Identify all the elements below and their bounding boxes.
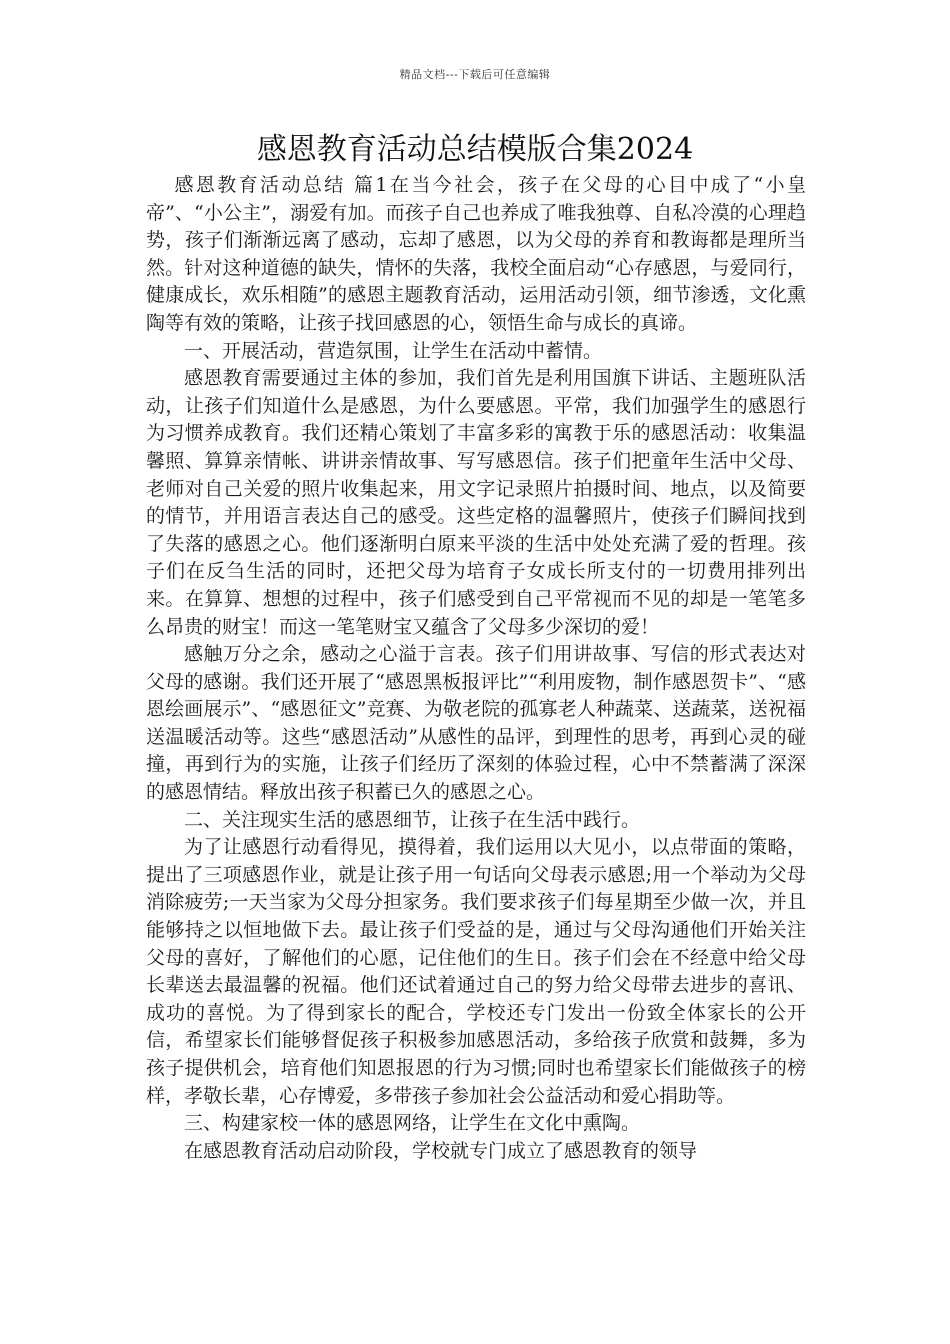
document-body bbox=[146, 172, 806, 1165]
section-heading: 一、开展活动，营造氛围，让学生在活动中蓄情。 bbox=[184, 339, 603, 362]
paragraph: 在感恩教育活动启动阶段，学校就专门成立了感恩教育的领导 bbox=[184, 1139, 698, 1162]
header-note: 精品文档---下载后可任意编辑 bbox=[399, 68, 551, 81]
paragraph: 感恩教育活动总结 篇1在当今社会，孩子在父母的心目中成了“小皇帝”、“小公主”，溺爱有加。而孩子自己也养成了唯我独尊、自私冷漠的心理趋势，孩子们渐渐远离了感动，忘却了感恩，以为父母的养育和教诲都是理所当然。针对这种道德的缺失，情怀的失落，我校全面启动“心存感恩，与爱同行，健康成长，欢乐相随”的感恩主题教育活动，运用活动引领，细节渗透，文化熏陶等有效的策略，让孩子找回感恩的心，领悟生命与成长的真谛。 bbox=[146, 174, 806, 334]
section-heading: 三、构建家校一体的感恩网络，让学生在文化中熏陶。 bbox=[184, 1112, 641, 1135]
paragraph: 感触万分之余，感动之心溢于言表。孩子们用讲故事、写信的形式表达对父母的感谢。我们还开展了“感恩黑板报评比”“利用废物，制作感恩贺卡”、“感恩绘画展示”、“感恩征文”竞赛、为敬老院的孤寡老人种蔬菜、送蔬菜，送祝福送温暖活动等。这些“感恩活动”从感性的品评，到理性的思考，再到心灵的碰撞，再到行为的实施，让孩子们经历了深刻的体验过程，心中不禁蓄满了深深的感恩情结。释放出孩子积蓄已久的感恩之心。 bbox=[146, 643, 806, 804]
section-heading: 二、关注现实生活的感恩细节，让孩子在生活中践行。 bbox=[184, 808, 641, 831]
document-title: 感恩教育活动总结模版合集2024 bbox=[256, 132, 694, 167]
paragraph: 感恩教育需要通过主体的参加，我们首先是利用国旗下讲话、主题班队活动，让孩子们知道什么是感恩，为什么要感恩。平常，我们加强学生的感恩行为习惯养成教育。我们还精心策划了丰富多彩的寓教于乐的感恩活动：收集温馨照、算算亲情帐、讲讲亲情故事、写写感恩信。孩子们把童年生活中父母、老师对自己关爱的照片收集起来，用文字记录照片拍摄时间、地点，以及简要的情节，并用语言表达自己的感受。这些定格的温馨照片，使孩子们瞬间找到了失落的感恩之心。他们逐渐明白原来平淡的生活中处处充满了爱的哲理。孩子们在反刍生活的同时，还把父母为培育子女成长所支付的一切费用排列出来。在算算、想想的过程中，孩子们感受到自己平常视而不见的却是一笔笔多么昂贵的财宝！而这一笔笔财宝又蕴含了父母多少深切的爱！ bbox=[146, 367, 806, 638]
paragraph: 为了让感恩行动看得见，摸得着，我们运用以大见小，以点带面的策略，提出了三项感恩作业，就是让孩子用一句话向父母表示感恩;用一个举动为父母消除疲劳;一天当家为父母分担家务。我们要求孩子们每星期至少做一次，并且能够持之以恒地做下去。最让孩子们受益的是，通过与父母沟通他们开始关注父母的喜好，了解他们的心愿，记住他们的生日。孩子们会在不经意中给父母长辈送去最温馨的祝福。他们还试着通过自己的努力给父母带去进步的喜讯、成功的喜悦。为了得到家长的配合，学校还专门发出一份致全体家长的公开信，希望家长们能够督促孩子积极参加感恩活动，多给孩子欣赏和鼓舞，多为孩子提供机会，培育他们知恩报恩的行为习惯;同时也希望家长们能做孩子的榜样，孝敬长辈，心存博爱，多带孩子参加社会公益活动和爱心捐助等。 bbox=[146, 836, 806, 1107]
